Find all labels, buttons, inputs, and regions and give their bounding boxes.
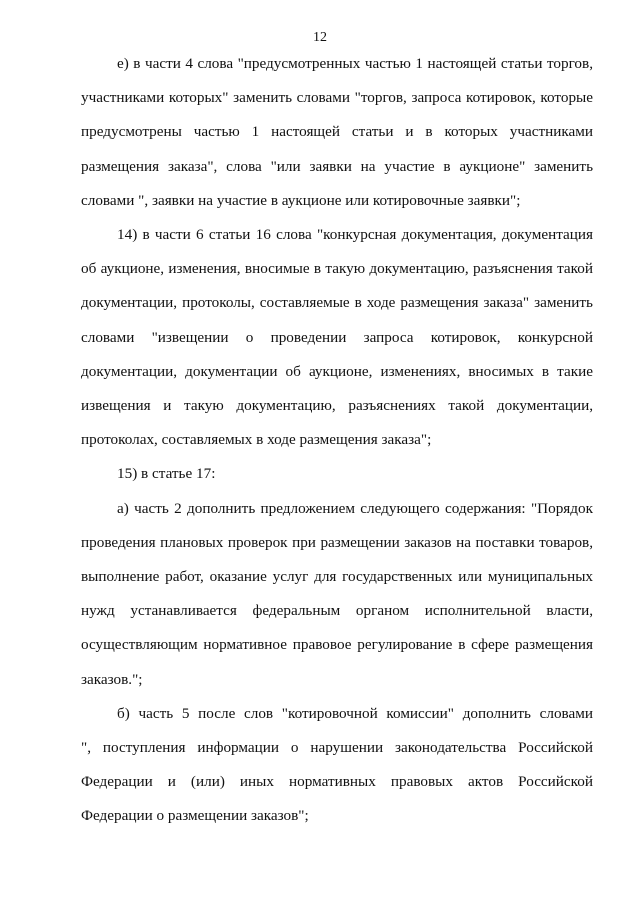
text-line: документации, протоколы, составляемые в ходе размещения заказа" заменить (81, 294, 593, 312)
text-line: нужд устанавливается федеральным органом исполнительной власти, (81, 602, 593, 620)
text-line: 14) в части 6 статьи 16 слова "конкурсная документация, документация (117, 226, 593, 244)
text-line: б) часть 5 после слов "котировочной комиссии" дополнить словами (117, 704, 593, 722)
page-number: 12 (313, 30, 327, 45)
paragraph-b (81, 697, 593, 834)
text-line: словами "извещении о проведении запроса котировок, конкурсной (81, 328, 593, 346)
text-line: размещения заказа", слова "или заявки на участие в аукционе" заменить (81, 157, 593, 175)
text-line: Федерации о размещении заказов"; (81, 807, 309, 825)
text-line: Федерации и (или) иных нормативных правовых актов Российской (81, 773, 593, 791)
text-line: осуществляющим нормативное правовое регулирование в сфере размещения (81, 636, 593, 654)
text-line: ", поступления информации о нарушении законодательства Российской (81, 739, 593, 757)
text-line: протоколах, составляемых в ходе размещения заказа"; (81, 431, 432, 449)
text-line: заказов."; (81, 670, 143, 688)
text-line: проведения плановых проверок при размещении заказов на поставки товаров, (81, 533, 593, 551)
paragraph-14 (81, 218, 593, 457)
text-line: извещения и такую документацию, разъяснениях такой документации, (81, 397, 593, 415)
text-line: 15) в статье 17: (117, 465, 216, 483)
text-line: выполнение работ, оказание услуг для государственных или муниципальных (81, 568, 593, 586)
document-body (81, 47, 593, 834)
text-line: е) в части 4 слова "предусмотренных частью 1 настоящей статьи торгов, (117, 55, 593, 72)
paragraph-e (81, 47, 593, 218)
text-line: об аукционе, изменения, вносимые в такую документацию, разъяснения такой (81, 260, 593, 278)
text-line: участниками которых" заменить словами "торгов, запроса котировок, которые (81, 89, 593, 107)
text-line: а) часть 2 дополнить предложением следующего содержания: "Порядок (117, 499, 593, 517)
paragraph-15 (81, 457, 593, 491)
text-line: документации, документации об аукционе, изменениях, вносимых в такие (81, 362, 593, 380)
paragraph-a (81, 492, 593, 697)
text-line: предусмотрены частью 1 настоящей статьи и в которых участниками (81, 123, 593, 141)
text-line: словами ", заявки на участие в аукционе или котировочные заявки"; (81, 191, 521, 209)
